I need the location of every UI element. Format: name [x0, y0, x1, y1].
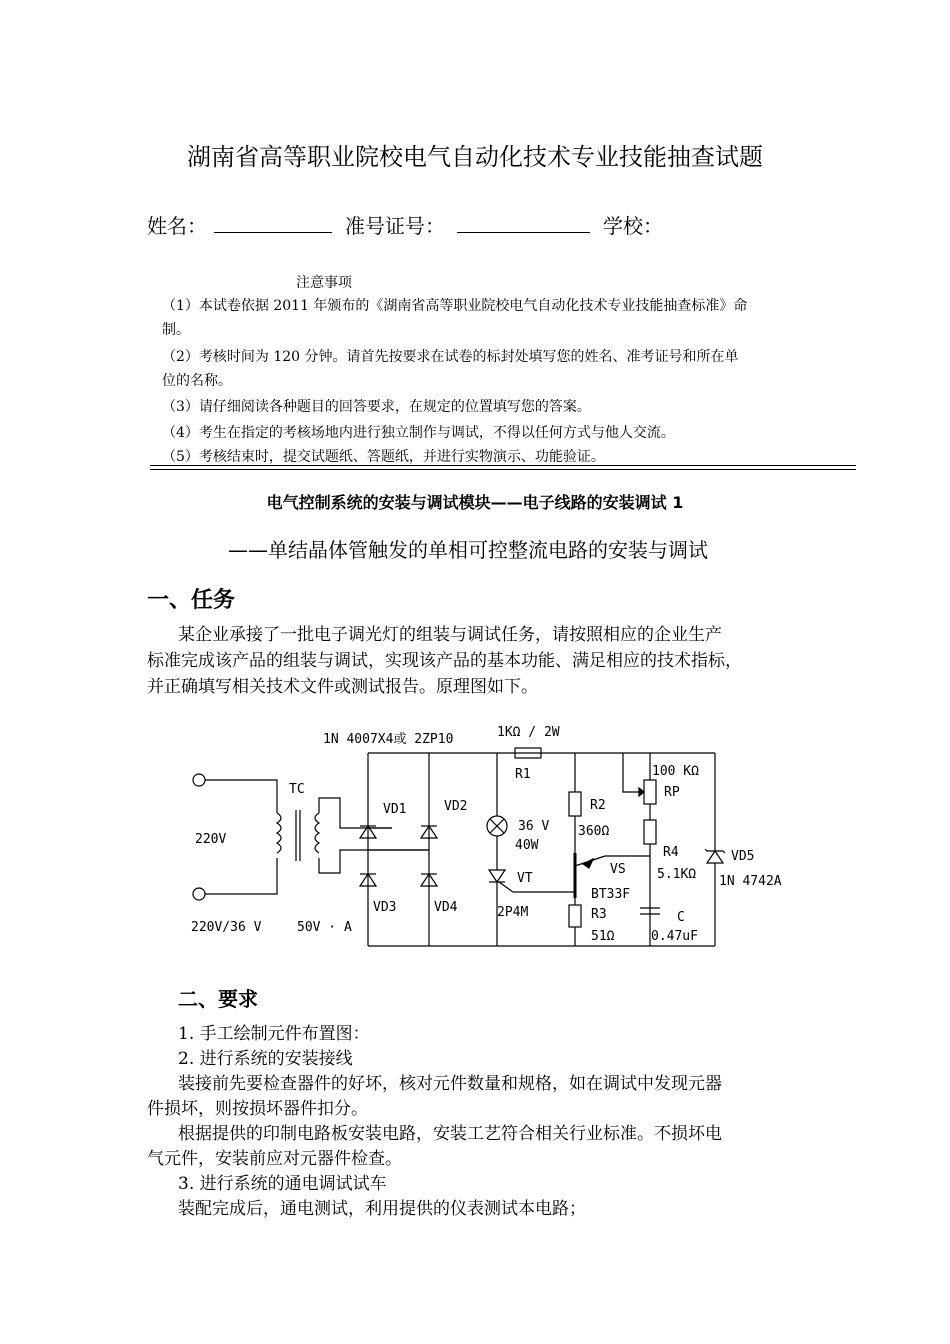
- name-blank[interactable]: [214, 210, 332, 233]
- circuit-diagram: [185, 718, 825, 948]
- resistor-r2: [569, 792, 581, 816]
- divider: [150, 469, 856, 470]
- requirement-line: 1. 手工绘制元件布置图：: [178, 1024, 370, 1044]
- note-line: 位的名称。: [162, 373, 232, 389]
- note-line: （4）考生在指定的考核场地内进行独立制作与调试，不得以任何方式与他人交流。: [162, 425, 675, 441]
- input-terminal: [193, 888, 205, 900]
- requirement-line: 装配完成后，通电测试，利用提供的仪表测试本电路；: [178, 1199, 586, 1219]
- task-paragraph-line: 并正确填写相关技术文件或测试报告。原理图如下。: [147, 677, 538, 697]
- name-label: 姓名：: [147, 214, 207, 238]
- r4-value: 5.1KΩ: [657, 867, 697, 882]
- r4-label: R4: [663, 845, 679, 860]
- transformer-rating: 220V/36 V: [191, 920, 262, 935]
- vd1-label: VD1: [383, 802, 407, 817]
- input-terminal: [193, 774, 205, 786]
- r3-value: 51Ω: [591, 929, 615, 944]
- page-title: 湖南省高等职业院校电气自动化技术专业技能抽查试题: [187, 143, 763, 171]
- r2-label: R2: [590, 798, 606, 813]
- task-paragraph-line: 某企业承接了一批电子调光灯的组装与调试任务，请按照相应的企业生产: [178, 625, 722, 645]
- resistor-r4: [644, 820, 656, 844]
- rp-value: 100 KΩ: [652, 764, 699, 779]
- r1-label: R1: [515, 767, 531, 782]
- exam-number-label: 准号证号：: [345, 214, 445, 238]
- requirement-line: 件损坏，则按损坏器件扣分。: [147, 1099, 368, 1119]
- bridge-rating: 50V · A: [297, 920, 352, 935]
- tc-label: TC: [289, 782, 305, 797]
- divider: [150, 465, 856, 466]
- r3-label: R3: [591, 907, 607, 922]
- task-paragraph-line: 标准完成该产品的组装与调试，实现该产品的基本功能、满足相应的技术指标，: [147, 651, 742, 671]
- resistor-r3: [569, 905, 581, 927]
- lamp-voltage: 36 V: [518, 819, 550, 834]
- school-label: 学校：: [603, 214, 663, 238]
- requirement-line: 2. 进行系统的安装接线: [178, 1049, 353, 1069]
- vd5-model: 1N 4742A: [719, 874, 782, 889]
- requirement-line: 根据提供的印制电路板安装电路，安装工艺符合相关行业标准。不损坏电: [178, 1124, 722, 1144]
- vs-model: BT33F: [591, 887, 631, 902]
- rp-label: RP: [664, 785, 680, 800]
- r2-value: 360Ω: [578, 824, 610, 839]
- requirement-line: 装接前先要检查器件的好坏，核对元件数量和规格，如在调试中发现元器: [178, 1074, 722, 1094]
- module-title: 电气控制系统的安装与调试模块——电子线路的安装调试 1: [266, 493, 684, 512]
- note-line: （5）考核结束时，提交试题纸、答题纸，并进行实物演示、功能验证。: [162, 449, 605, 465]
- vd2-label: VD2: [444, 799, 468, 814]
- bridge-label: 1N 4007X4或 2ZP10: [323, 732, 454, 747]
- section-heading-task: 一、任务: [147, 588, 236, 613]
- transformer-primary: [277, 813, 281, 853]
- zener-vd5: [707, 851, 723, 863]
- transformer-secondary: [315, 813, 319, 853]
- vs-label: VS: [610, 862, 626, 877]
- vt-label: VT: [517, 871, 533, 886]
- exam-number-blank[interactable]: [457, 210, 590, 233]
- note-line: 制。: [162, 322, 190, 338]
- input-voltage: 220V: [195, 832, 227, 847]
- r1-value: 1KΩ / 2W: [497, 725, 560, 740]
- subtitle: ——单结晶体管触发的单相可控整流电路的安装与调试: [228, 538, 708, 562]
- vd3-label: VD3: [373, 900, 397, 915]
- notes-heading: 注意事项: [296, 275, 352, 291]
- note-line: （2）考核时间为 120 分钟。请首先按要求在试卷的标封处填写您的姓名、准考证号和所在单: [162, 349, 739, 365]
- vd4-label: VD4: [434, 900, 458, 915]
- vt-model: 2P4M: [497, 905, 529, 920]
- vd5-label: VD5: [731, 849, 755, 864]
- section-heading-requirements: 二、要求: [178, 987, 258, 1011]
- lamp-power: 40W: [515, 838, 539, 853]
- c-label: C: [677, 910, 685, 925]
- thyristor-vt: [489, 870, 505, 882]
- c-value: 0.47uF: [651, 929, 698, 944]
- requirement-line: 3. 进行系统的通电调试试车: [178, 1174, 387, 1194]
- note-line: （3）请仔细阅读各种题目的回答要求，在规定的位置填写您的答案。: [162, 399, 591, 415]
- potentiometer-rp: [644, 780, 656, 804]
- note-line: （1）本试卷依据 2011 年颁布的《湖南省高等职业院校电气自动化技术专业技能抽查标准》命: [162, 298, 748, 314]
- requirement-line: 气元件，安装前应对元器件检查。: [147, 1149, 402, 1169]
